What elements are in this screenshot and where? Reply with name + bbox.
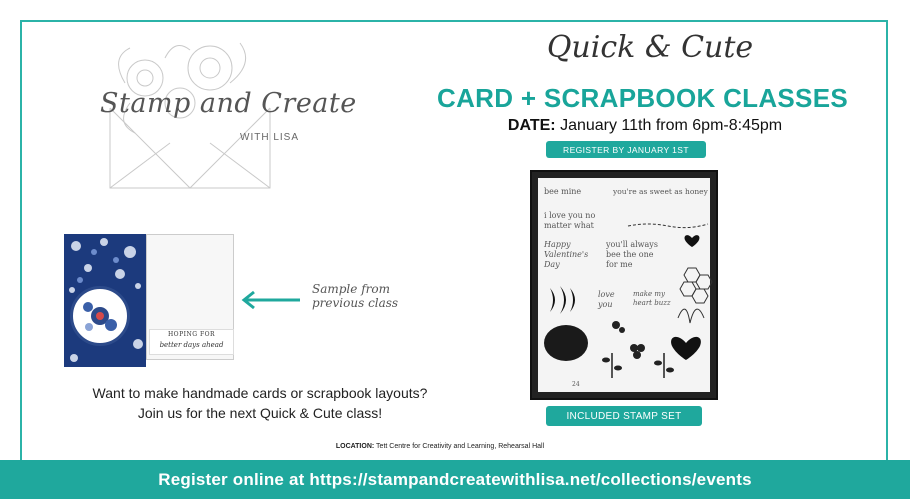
stamp-phrase: bee mine xyxy=(544,187,582,196)
stamp-phrase: you'll always bee the one for me xyxy=(606,240,658,269)
stamp-set-photo xyxy=(530,170,718,400)
sample-note: Sample from previous class xyxy=(312,282,399,310)
card-sentiment-banner xyxy=(149,329,234,355)
arrow-left-icon xyxy=(240,289,302,311)
stamp-phrase: Happy Valentine's Day xyxy=(544,240,589,269)
date-value: January 11th from 6pm-8:45pm xyxy=(560,117,783,134)
stamp-phrase: make my heart buzz xyxy=(633,290,671,307)
sample-card-photo xyxy=(64,234,234,367)
stamp-phrase: i love you no matter what xyxy=(544,211,596,230)
floral-circle-medallion xyxy=(70,286,130,346)
location-line xyxy=(200,443,680,450)
logo-script-text: Stamp and Create xyxy=(100,88,357,119)
banner-script-text: better days ahead xyxy=(159,341,224,349)
stamp-phrase: 24 xyxy=(572,381,580,388)
stamp-sheet xyxy=(538,178,710,392)
location-value: Tett Centre for Creativity and Learning, Rehearsal Hall xyxy=(376,443,545,450)
register-online-link[interactable]: Register online at https://stampandcreatewithlisa.net/collections/events xyxy=(158,469,752,489)
included-stamp-set-badge: INCLUDED STAMP SET xyxy=(546,406,702,426)
card-front-pattern xyxy=(64,234,146,367)
stamp-shapes-icon xyxy=(538,178,714,396)
date-label: DATE: xyxy=(507,117,556,134)
register-by-badge: REGISTER BY JANUARY 1ST xyxy=(546,141,706,158)
flower-icon xyxy=(73,289,127,343)
main-title: CARD + SCRAPBOOK CLASSES xyxy=(437,83,848,113)
logo-sub-text: WITH LISA xyxy=(240,132,300,143)
banner-top-text: HOPING FOR xyxy=(167,331,216,338)
stamp-phrase: love you xyxy=(598,290,615,309)
date-line xyxy=(455,117,835,135)
body-text xyxy=(50,383,470,423)
footer-bar xyxy=(0,460,910,499)
body-line-2: Join us for the next Quick & Cute class! xyxy=(137,405,383,421)
stamp-phrase: you're as sweet as honey xyxy=(613,187,708,196)
body-line-1: Want to make handmade cards or scrapbook layouts? xyxy=(92,385,428,401)
location-label: LOCATION: xyxy=(335,443,375,450)
script-title: Quick & Cute xyxy=(546,30,754,65)
